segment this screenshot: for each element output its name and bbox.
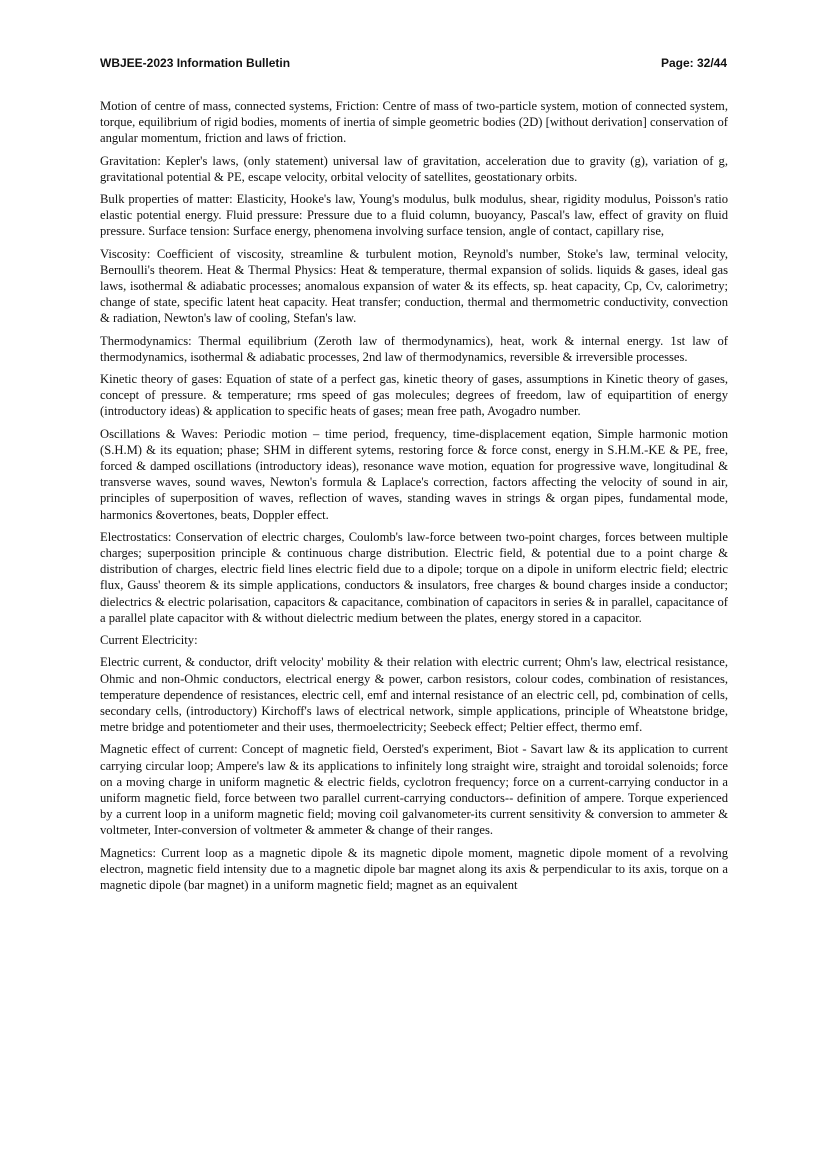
page-header xyxy=(100,56,727,70)
syllabus-content xyxy=(100,98,728,899)
document-title: WBJEE-2023 Information Bulletin xyxy=(100,56,291,70)
paragraph-bulk-properties: Bulk properties of matter: Elasticity, Hooke's law, Young's modulus, bulk modulus, shear, rigidity modulus, Poisson's ratio elastic potential energy. Fluid pressure: Pressure due to a fluid column, buoyancy, Pascal's law, effect of gravity on fluid pressure. Surface tension: Surface energy, phenomena involving surface tension, angle of contact, capillary rise, xyxy=(100,192,728,239)
paragraph-electrostatics: Electrostatics: Conservation of electric charges, Coulomb's law-force between two-point charges, forces between multiple charges; superposition principle & continuous charge distribution. Electric field, & potential due to a point charge & distribution of charges, electric field lines electric field due to a dipole; torque on a dipole in uniform electric field; electric flux, Gauss' theorem & its simple applications, conductors & insulators, free charges & bound charges inside a conductor; dielectrics & electric polarisation, capacitors & capacitance, combination of capacitors in series & in parallel, capacitance of a parallel plate capacitor with & without dielectric medium between the plates, energy stored in a capacitor. xyxy=(100,529,728,625)
paragraph-current-electricity: Electric current, & conductor, drift velocity' mobility & their relation with electric current; Ohm's law, electrical resistance, Ohmic and non-Ohmic conductors, electrical energy & power, carbon resistors, colour codes, combination of resistances, temperature dependence of resistances, electric cell, emf and internal resistance of an electric cell, pd, combination of cells, secondary cells, (introductory) Kirchoff's laws of electrical network, simple applications, principle of Wheatstone bridge, metre bridge and potentiometer and their uses, thermoelectricity; Seebeck effect; Peltier effect, thermo emf. xyxy=(100,655,728,735)
paragraph-magnetic-effect: Magnetic effect of current: Concept of magnetic field, Oersted's experiment, Biot - Savart law & its application to current carrying circular loop; Ampere's law & its applications to infinitely long straight wire, straight and toroidal solenoids; force on a moving charge in uniform magnetic & electric fields, cyclotron frequency; force on a current-carrying conductor in a uniform magnetic field, force between two parallel current-carrying conductors-- definition of ampere. Torque experienced by a current loop in a uniform magnetic field; moving coil galvanometer-its current sensitivity & conversion to ammeter & voltmeter, Inter-conversion of voltmeter & ammeter & change of their ranges. xyxy=(100,742,728,838)
paragraph-kinetic-theory: Kinetic theory of gases: Equation of state of a perfect gas, kinetic theory of gases, assumptions in Kinetic theory of gases, concept of pressure. & temperature; rms speed of gas molecules; degrees of freedom, law of equipartition of energy (introductory ideas) & application to specific heats of gases; mean free path, Avogadro number. xyxy=(100,372,728,419)
paragraph-gravitation: Gravitation: Kepler's laws, (only statement) universal law of gravitation, acceleration due to gravity (g), variation of g, gravitational potential & PE, escape velocity, orbital velocity of satellites, geostationary orbits. xyxy=(100,153,728,184)
paragraph-oscillations-waves: Oscillations & Waves: Periodic motion – time period, frequency, time-displacement eqation, Simple harmonic motion (S.H.M) & its equation; phase; SHM in different sytems, restoring force & force const, energy in S.H.M.-KE & PE, free, forced & damped oscillations (introductory ideas), resonance wave motion, equation for progressive wave, longitudinal & transverse waves, sound waves, Newton's formula & Laplace's correction, factors affecting the velocity of sound in air, principles of superposition of waves, reflection of waves, standing waves in strings & organ pipes, fundamental mode, harmonics &overtones, beats, Doppler effect. xyxy=(100,426,728,522)
paragraph-mechanics: Motion of centre of mass, connected systems, Friction: Centre of mass of two-particle system, motion of connected system, torque, equilibrium of rigid bodies, moments of inertia of simple geometric bodies (2D) [without derivation] conservation of angular momentum, friction and laws of friction. xyxy=(100,99,728,146)
paragraph-magnetics: Magnetics: Current loop as a magnetic dipole & its magnetic dipole moment, magnetic dipole moment of a revolving electron, magnetic field intensity due to a magnetic dipole bar magnet along its axis & perpendicular to its axis, torque on a magnetic dipole (bar magnet) in a uniform magnetic field; magnet as an equivalent xyxy=(100,845,728,892)
paragraph-thermodynamics: Thermodynamics: Thermal equilibrium (Zeroth law of thermodynamics), heat, work & internal energy. 1st law of thermodynamics, isothermal & adiabatic processes, 2nd law of thermodynamics, reversible & irreversible processes. xyxy=(100,333,728,364)
paragraph-viscosity-heat: Viscosity: Coefficient of viscosity, streamline & turbulent motion, Reynold's number, Stoke's law, terminal velocity, Bernoulli's theorem. Heat & Thermal Physics: Heat & temperature, thermal expansion of solids. liquids & gases, ideal gas laws, isothermal & adiabatic processes; anomalous expansion of water & its effects, sp. heat capacity, Cp, Cv, calorimetry; change of state, specific latent heat capacity. Heat transfer; conduction, thermal and thermometric conductivity, convection & radiation, Newton's law of cooling, Stefan's law. xyxy=(100,246,728,326)
section-heading-current-electricity: Current Electricity: xyxy=(100,633,198,648)
page-number: Page: 32/44 xyxy=(660,56,727,70)
